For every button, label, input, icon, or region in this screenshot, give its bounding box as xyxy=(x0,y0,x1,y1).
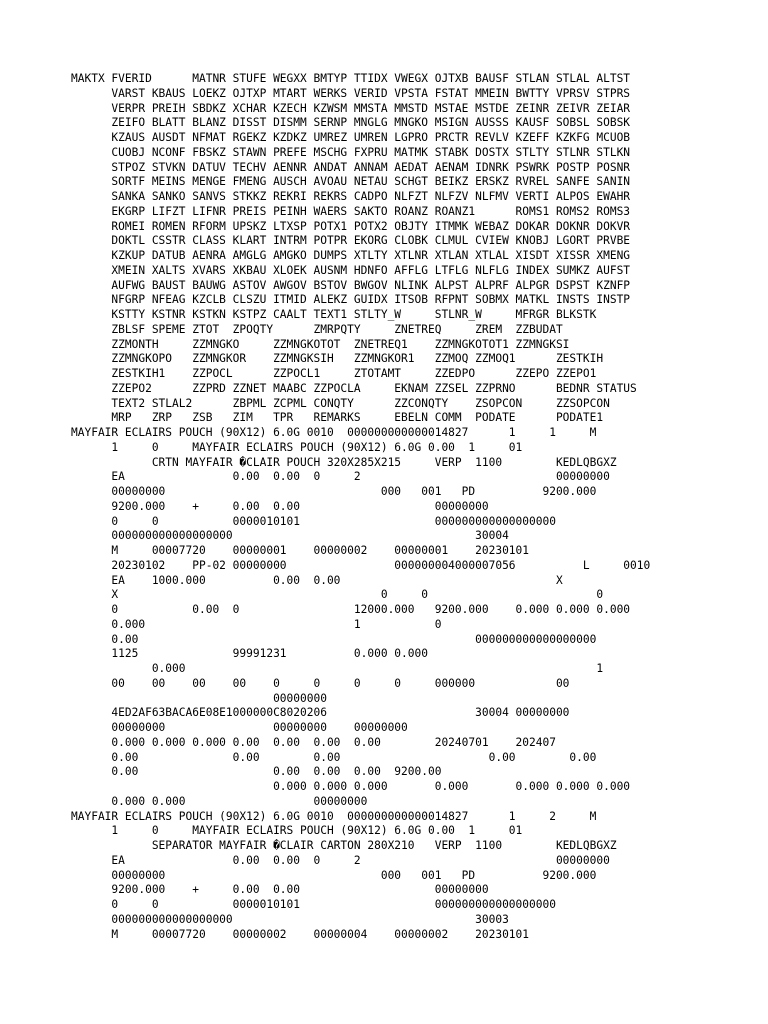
document-line: ZZMNGKOPO ZZMNGKOR ZZMNGKSIH ZZMNGKOR1 ZZMOQ ZZMOQ1 ZESTKIH xyxy=(71,352,604,366)
document-line: ZESTKIH1 ZZPOCL ZZPOCL1 ZTOTAMT ZZEDPO ZZEPO ZZEPO1 xyxy=(71,367,597,380)
document-line: SORTF MEINS MENGE FMENG AUSCH AVOAU NETAU SCHGT BEIKZ ERSKZ RVREL SANFE SANIN xyxy=(71,175,631,189)
document-line: MAYFAIR ECLAIRS POUCH (90X12) 6.0G 0010 000000000000014827 1 2 M xyxy=(71,809,597,823)
document-line: CUOBJ NCONF FBSKZ STAWN PREFE MSCHG FXPRU MATMK STABK DOSTX STLTY STLNR STLKN xyxy=(71,145,631,159)
document-line: STPOZ STVKN DATUV TECHV AENNR ANDAT ANNAM AEDAT AENAM IDNRK PSWRK POSTP POSNR xyxy=(71,160,631,174)
document-line: 00 00 00 00 0 0 0 0 000000 00 xyxy=(71,676,570,690)
document-line: XMEIN XALTS XVARS XKBAU XLOEK AUSNM HDNFO AFFLG LTFLG NLFLG INDEX SUMKZ AUFST xyxy=(71,263,631,277)
document-line: SEPARATOR MAYFAIR �CLAIR CARTON 280X210 VERP 1100 KEDLQBGXZ xyxy=(71,839,617,852)
document-line: 00000000 xyxy=(71,691,327,705)
document-line: 000000000000000000 30003 xyxy=(71,912,509,926)
document-line: M 00007720 00000002 00000004 00000002 20230101 xyxy=(71,927,530,941)
document-line: EA 0.00 0.00 0 2 00000000 xyxy=(71,470,610,484)
document-line: 0.000 0.000 0.000 0.000 0.000 0.000 0.000 xyxy=(71,780,631,793)
document-line: AUFWG BAUST BAUWG ASTOV AWGOV BSTOV BWGOV NLINK ALPST ALPRF ALPGR DSPST KZNFP xyxy=(71,278,631,292)
document-line: ZZEPO2 ZZPRD ZZNET MAABC ZZPOCLA EKNAM ZZSEL ZZPRNO BEDNR STATUS xyxy=(71,381,637,395)
document-line: VERPR PREIH SBDKZ XCHAR KZECH KZWSM MMSTA MMSTD MSTAE MSTDE ZEINR ZEIVR ZEIAR xyxy=(71,101,631,115)
document-line: 9200.000 + 0.00 0.00 00000000 xyxy=(71,883,489,897)
document-line: 1 0 MAYFAIR ECLAIRS POUCH (90X12) 6.0G 0.00 1 01 xyxy=(71,824,523,838)
document-line: 1125 99991231 0.000 0.000 xyxy=(71,647,428,661)
document-line: TEXT2 STLAL2 ZBPML ZCPML CONQTY ZZCONQTY ZSOPCON ZZSOPCON xyxy=(71,396,610,410)
document-line: ROMEI ROMEN RFORM UPSKZ LTXSP POTX1 POTX2 OBJTY ITMMK WEBAZ DOKAR DOKNR DOKVR xyxy=(71,219,631,233)
document-line: X 0 0 0 xyxy=(71,588,604,602)
document-line: 0 0.00 0 12000.000 9200.000 0.000 0.000 0.000 xyxy=(71,603,631,616)
document-line: 20230102 PP-02 00000000 000000004000007056 L 0010 xyxy=(71,558,651,572)
document-line: 9200.000 + 0.00 0.00 00000000 xyxy=(71,499,489,513)
document-line: CRTN MAYFAIR �CLAIR POUCH 320X285X215 VERP 1100 KEDLQBGXZ xyxy=(71,455,617,469)
document-line: 00000000 00000000 00000000 xyxy=(71,721,408,734)
document-line: 00000000 000 001 PD 9200.000 xyxy=(71,868,597,882)
document-line: KZAUS AUSDT NFMAT RGEKZ KZDKZ UMREZ UMREN LGPRO PRCTR REVLV KZEFF KZKFG MCUOB xyxy=(71,131,631,144)
document-line: EA 1000.000 0.00 0.00 X xyxy=(71,573,563,587)
document-line: ZEIFO BLATT BLANZ DISST DISMM SERNP MNGLG MNGKO MSIGN AUSSS KAUSF SOBSL SOBSK xyxy=(71,116,631,130)
document-line: 0.000 1 xyxy=(71,662,604,675)
document-line: KSTTY KSTNR KSTKN KSTPZ CAALT TEXT1 STLTY_W STLNR_W MFRGR BLKSTK xyxy=(71,308,597,321)
document-line: 4ED2AF63BACA6E08E1000000C8020206 30004 00000000 xyxy=(71,706,570,720)
document-line: 0.00 0.00 0.00 0.00 0.00 xyxy=(71,750,597,764)
document-line: 00000000 000 001 PD 9200.000 xyxy=(71,485,597,498)
document-line: 0 0 0000010101 000000000000000000 xyxy=(71,898,556,911)
document-page xyxy=(71,72,761,942)
document-line: 0.00 000000000000000000 xyxy=(71,632,597,646)
document-line: M 00007720 00000001 00000002 00000001 20230101 xyxy=(71,544,530,557)
document-line: 000000000000000000 30004 xyxy=(71,529,509,543)
document-line: 0.000 1 0 xyxy=(71,617,442,631)
document-line: MAYFAIR ECLAIRS POUCH (90X12) 6.0G 0010 000000000000014827 1 1 M xyxy=(71,426,597,439)
document-line: KZKUP DATUB AENRA AMGLG AMGKO DUMPS XTLTY XTLNR XTLAN XTLAL XISDT XISSR XMENG xyxy=(71,249,631,262)
document-line: MAKTX FVERID MATNR STUFE WEGXX BMTYP TTIDX VWEGX OJTXB BAUSF STLAN STLAL ALTST xyxy=(71,72,631,85)
document-line: 0 0 0000010101 000000000000000000 xyxy=(71,514,556,528)
document-line: NFGRP NFEAG KZCLB CLSZU ITMID ALEKZ GUIDX ITSOB RFPNT SOBMX MATKL INSTS INSTP xyxy=(71,293,631,307)
document-line: EA 0.00 0.00 0 2 00000000 xyxy=(71,853,610,867)
document-line: 0.000 0.000 00000000 xyxy=(71,794,368,808)
document-line: 0.000 0.000 0.000 0.00 0.00 0.00 0.00 20240701 202407 xyxy=(71,735,556,749)
document-line: SANKA SANKO SANVS STKKZ REKRI REKRS CADPO NLFZT NLFZV NLFMV VERTI ALPOS EWAHR xyxy=(71,190,631,203)
document-line: 1 0 MAYFAIR ECLAIRS POUCH (90X12) 6.0G 0.00 1 01 xyxy=(71,440,523,454)
document-line: EKGRP LIFZT LIFNR PREIS PEINH WAERS SAKTO ROANZ ROANZ1 ROMS1 ROMS2 ROMS3 xyxy=(71,204,631,218)
document-line: MRP ZRP ZSB ZIM TPR REMARKS EBELN COMM PODATE PODATE1 xyxy=(71,411,604,425)
document-line: VARST KBAUS LOEKZ OJTXP MTART WERKS VERID VPSTA FSTAT MMEIN BWTTY VPRSV STPRS xyxy=(71,86,631,100)
document-line: ZZMONTH ZZMNGKO ZZMNGKOTOT ZNETREQ1 ZZMNGKOTOT1 ZZMNGKSI xyxy=(71,337,570,351)
document-line: 0.00 0.00 0.00 0.00 9200.00 xyxy=(71,765,442,779)
document-line: ZBLSF SPEME ZTOT ZPOQTY ZMRPQTY ZNETREQ ZREM ZZBUDAT xyxy=(71,322,563,336)
document-line: DOKTL CSSTR CLASS KLART INTRM POTPR EKORG CLOBK CLMUL CVIEW KNOBJ LGORT PRVBE xyxy=(71,234,631,248)
